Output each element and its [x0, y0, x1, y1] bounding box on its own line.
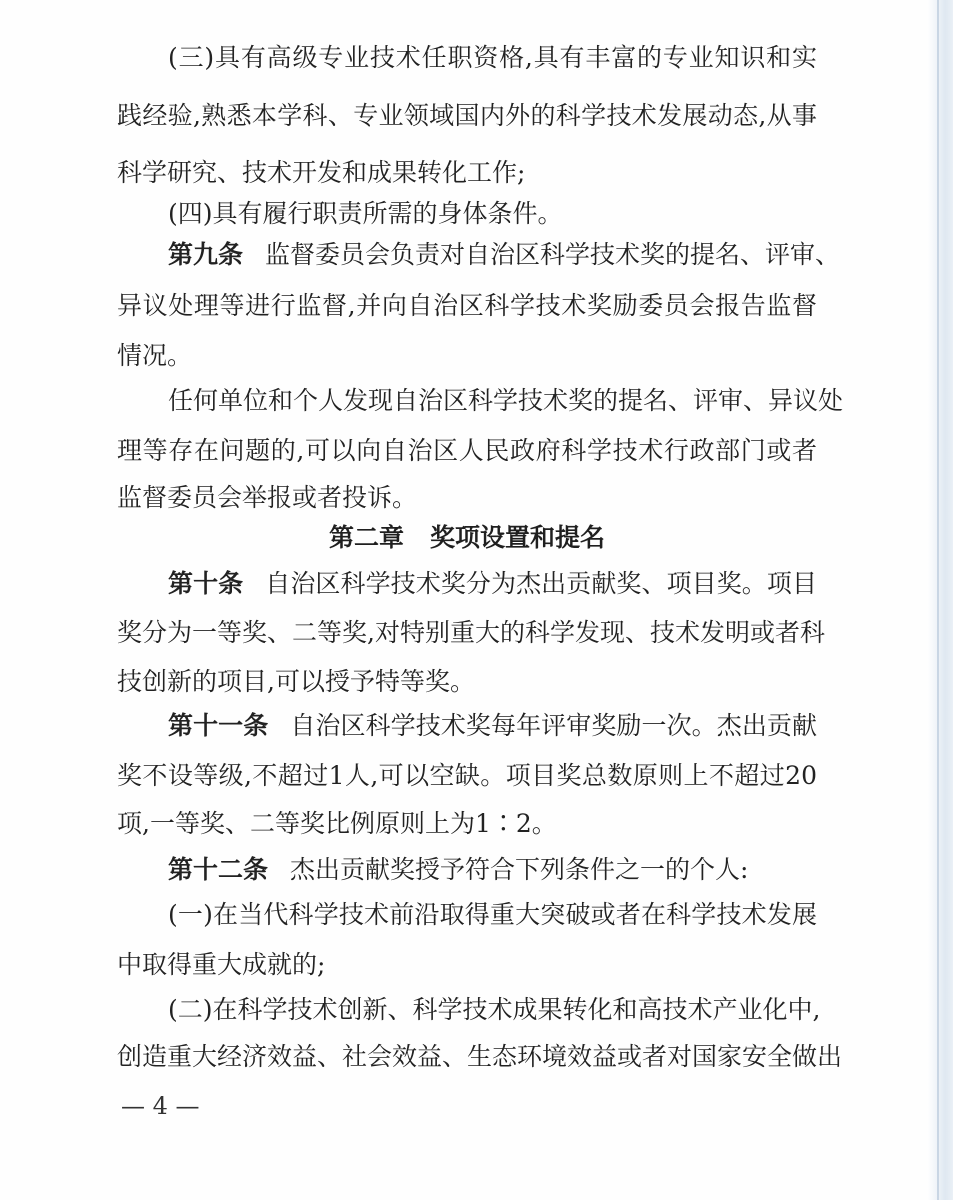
text-line: 情况。	[117, 341, 193, 370]
text-line: (一)在当代科学技术前沿取得重大突破或者在科学技术发展	[168, 900, 817, 929]
text-span: 监督委员会负责对自治区科学技术奖的提名、评审、	[265, 240, 841, 269]
page-number: — 4 —	[121, 1092, 200, 1120]
text-line: (四)具有履行职责所需的身体条件。	[168, 199, 563, 228]
chapter-title: 奖项设置和提名	[430, 523, 606, 552]
article-heading: 第十二条	[168, 855, 269, 884]
article-12-line	[168, 852, 748, 888]
article-11-line	[168, 708, 817, 744]
text-line: 异议处理等进行监督,并向自治区科学技术奖励委员会报告监督	[117, 291, 817, 320]
text-span: 杰出贡献奖授予符合下列条件之一的个人:	[290, 855, 749, 884]
scan-edge	[927, 0, 953, 1200]
text-line: 奖不设等级,不超过1人,可以空缺。项目奖总数原则上不超过20	[117, 761, 817, 790]
text-line: 创造重大经济效益、社会效益、生态环境效益或者对国家安全做出	[117, 1042, 843, 1071]
article-10-line	[168, 566, 817, 602]
text-line: 监督委员会举报或者投诉。	[117, 483, 418, 512]
chapter-number: 第二章	[328, 523, 404, 552]
text-span: 自治区科学技术奖每年评审奖励一次。杰出贡献	[290, 711, 817, 740]
text-line: 践经验,熟悉本学科、专业领域国内外的科学技术发展动态,从事	[117, 101, 817, 130]
text-line: 技创新的项目,可以授予特等奖。	[117, 667, 475, 696]
text-line: 奖分为一等奖、二等奖,对特别重大的科学发现、技术发明或者科	[117, 618, 825, 647]
text-line: 理等存在问题的,可以向自治区人民政府科学技术行政部门或者	[117, 436, 817, 465]
text-line: 任何单位和个人发现自治区科学技术奖的提名、评审、异议处	[168, 386, 844, 415]
text-span: 自治区科学技术奖分为杰出贡献奖、项目奖。项目	[265, 569, 817, 598]
text-line: (二)在科学技术创新、科学技术成果转化和高技术产业化中,	[168, 995, 821, 1024]
text-line: 中取得重大成就的;	[117, 950, 326, 979]
text-line: (三)具有高级专业技术任职资格,具有丰富的专业知识和实	[168, 43, 817, 72]
text-line: 项,一等奖、二等奖比例原则上为1∶2。	[117, 809, 557, 838]
article-heading: 第九条	[168, 240, 244, 269]
article-heading: 第十条	[168, 569, 244, 598]
article-heading: 第十一条	[168, 711, 269, 740]
scan-edge-line	[937, 0, 939, 1200]
chapter-heading	[117, 520, 817, 556]
article-9-line	[168, 237, 841, 273]
text-line: 科学研究、技术开发和成果转化工作;	[117, 158, 526, 187]
